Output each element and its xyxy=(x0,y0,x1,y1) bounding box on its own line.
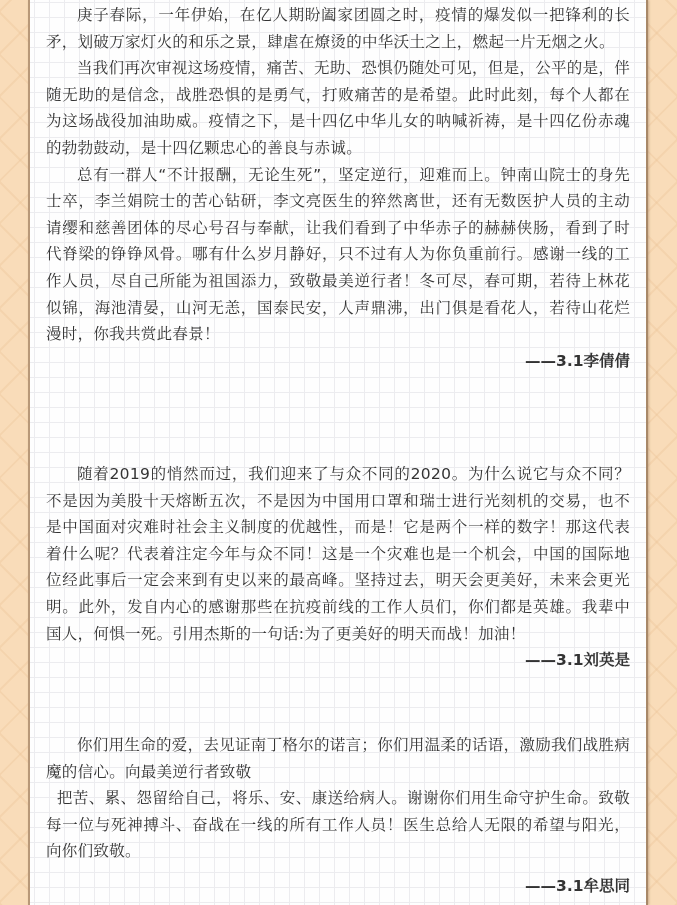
author-signature: ——3.1刘英是 xyxy=(525,651,630,670)
essay-section-2 xyxy=(46,461,630,674)
paragraph: 把苦、累、怨留给自己，将乐、安、康送给病人。谢谢你们用生命守护生命。致敬每一位与死神搏斗、奋战在一线的所有工作人员！医生总给人无限的希望与阳光，向你们致敬。 xyxy=(46,789,630,861)
paragraph: 你们用生命的爱，去见证南丁格尔的诺言；你们用温柔的话语，激励我们战胜病魔的信心。向最美逆行者致敬 xyxy=(46,736,631,781)
paragraph: 当我们再次审视这场疫情，痛苦、无助、恐惧仍随处可见，但是，公平的是，伴随无助的是信念，战胜恐惧的是勇气，打败痛苦的是希望。此时此刻，每个人都在为这场战役加油助威。疫情之下，是十四亿中华儿女的呐喊祈祷，是十四亿份赤魂的勃勃鼓动，是十四亿颗忠心的善良与赤诚。 xyxy=(46,59,631,157)
essay-section-1 xyxy=(46,2,630,375)
author-signature: ——3.1李倩倩 xyxy=(525,351,630,370)
author-signature: ——3.1牟思同 xyxy=(525,876,630,895)
paragraph: 庚子春际，一年伊始，在亿人期盼阖家团圆之时，疫情的爆发似一把锋利的长矛，划破万家灯火的和乐之景，肆虐在燎烫的中华沃土之上，燃起一片无烟之火。 xyxy=(46,6,630,51)
paragraph: 总有一群人“不计报酬，无论生死”，坚定逆行，迎难而上。钟南山院士的身先士卒，李兰娟院士的苦心钻研，李文亮医生的猝然离世，还有无数医护人员的主动请缨和慈善团体的尽心号召与奉献，让我们看到了中华赤子的赫赫侠肠，看到了时代脊梁的铮铮风骨。哪有什么岁月静好，只不过有人为你负重前行。感谢一线的工作人员，尽自己所能为祖国添力，致敬最美逆行者！冬可尽，春可期，若待上林花似锦，海池清晏，山河无恙，国泰民安，人声鼎沸，出门俱是看花人，若待山花烂漫时，你我共赏此春景！ xyxy=(46,165,630,344)
essay-section-3 xyxy=(46,732,630,900)
paragraph: 随着2019的悄然而过，我们迎来了与众不同的2020。为什么说它与众不同？不是因为美股十天熔断五次，不是因为中国用口罩和瑞士进行光刻机的交易，也不是中国面对灾难时社会主义制度的优越性，而是！它是两个一样的数字！那这代表着什么呢？代表着注定今年与众不同！这是一个灾难也是一个机会，中国的国际地位经此事后一定会来到有史以来的最高峰。坚持过去，明天会更美好，未来会更光明。此外，发自内心的感谢那些在抗疫前线的工作人员们，你们都是英雄。我辈中国人，何惧一死。引用杰斯的一句话:为了更美好的明天而战！加油！ xyxy=(46,465,630,643)
grid-paper-panel xyxy=(28,0,648,905)
